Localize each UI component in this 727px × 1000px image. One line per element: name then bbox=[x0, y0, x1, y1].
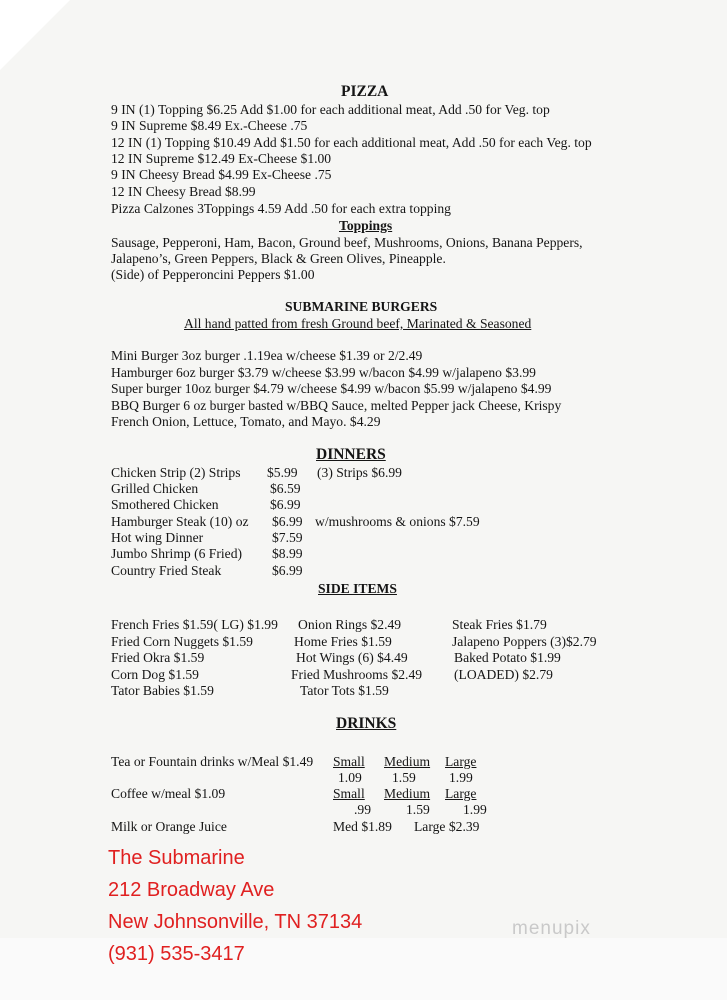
side-item: Tator Babies $1.59 bbox=[111, 683, 214, 698]
side-item: (LOADED) $2.79 bbox=[454, 667, 553, 682]
side-item: Onion Rings $2.49 bbox=[298, 617, 402, 632]
toppings-line: Sausage, Pepperoni, Ham, Bacon, Ground beef, Mushrooms, Onions, Banana Peppers, bbox=[111, 235, 583, 250]
pizza-heading: PIZZA bbox=[341, 83, 389, 100]
dinner-price: $7.59 bbox=[272, 530, 303, 545]
burger-line: Super burger 10oz burger $4.79 w/cheese $4.99 w/bacon $5.99 w/jalapeno $4.99 bbox=[111, 381, 552, 396]
side-item: French Fries $1.59( LG) $1.99 bbox=[111, 617, 278, 632]
pizza-line: 12 IN (1) Topping $10.49 Add $1.50 for each additional meat, Add .50 for each Veg. top bbox=[111, 135, 592, 150]
drink-price: 1.99 bbox=[463, 802, 487, 817]
side-item: Fried Corn Nuggets $1.59 bbox=[111, 634, 253, 649]
side-item: Fried Mushrooms $2.49 bbox=[291, 667, 423, 682]
pizza-line: 12 IN Supreme $12.49 Ex-Cheese $1.00 bbox=[111, 151, 332, 166]
drink-label: Milk or Orange Juice bbox=[111, 819, 227, 834]
dinner-name: Hot wing Dinner bbox=[111, 530, 204, 545]
restaurant-city: New Johnsonville, TN 37134 bbox=[108, 911, 363, 933]
drink-price: .99 bbox=[354, 802, 371, 817]
page-fold-corner bbox=[0, 0, 70, 70]
pizza-line: 9 IN (1) Topping $6.25 Add $1.00 for each additional meat, Add .50 for Veg. top bbox=[111, 102, 550, 117]
side-item: Jalapeno Poppers (3)$2.79 bbox=[452, 634, 597, 649]
burger-line: French Onion, Lettuce, Tomato, and Mayo. $4.29 bbox=[111, 414, 381, 429]
drink-label: Coffee w/meal $1.09 bbox=[111, 786, 226, 801]
sides-heading: SIDE ITEMS bbox=[318, 581, 397, 596]
dinners-heading: DINNERS bbox=[316, 446, 386, 463]
side-item: Steak Fries $1.79 bbox=[452, 617, 547, 632]
burgers-subtitle: All hand patted from fresh Ground beef, Marinated & Seasoned bbox=[184, 316, 532, 331]
restaurant-street: 212 Broadway Ave bbox=[108, 879, 275, 901]
dinner-price: $6.99 bbox=[270, 497, 301, 512]
restaurant-phone: (931) 535-3417 bbox=[108, 943, 245, 965]
drink-price: Large $2.39 bbox=[414, 819, 480, 834]
dinner-price: $8.99 bbox=[272, 546, 303, 561]
dinner-name: Grilled Chicken bbox=[111, 481, 199, 496]
side-item: Baked Potato $1.99 bbox=[454, 650, 561, 665]
size-label: Medium bbox=[384, 786, 431, 801]
drinks-heading: DRINKS bbox=[336, 715, 397, 732]
dinner-price: $5.99 bbox=[267, 465, 298, 480]
pizza-line: Pizza Calzones 3Toppings 4.59 Add .50 for each extra topping bbox=[111, 201, 451, 216]
dinner-price: $6.99 bbox=[272, 514, 303, 529]
toppings-heading: Toppings bbox=[339, 218, 393, 233]
size-label: Small bbox=[333, 786, 365, 801]
dinner-name: Jumbo Shrimp (6 Fried) bbox=[111, 546, 243, 561]
burger-line: Mini Burger 3oz burger .1.19ea w/cheese $1.39 or 2/2.49 bbox=[111, 348, 423, 363]
size-label: Small bbox=[333, 754, 365, 769]
dinner-price: $6.59 bbox=[270, 481, 301, 496]
toppings-line: Jalapeno’s, Green Peppers, Black & Green Olives, Pineapple. bbox=[111, 251, 446, 266]
side-item: Home Fries $1.59 bbox=[294, 634, 392, 649]
size-label: Large bbox=[445, 786, 477, 801]
pizza-line: 12 IN Cheesy Bread $8.99 bbox=[111, 184, 256, 199]
drink-price: 1.09 bbox=[338, 770, 362, 785]
side-item: Hot Wings (6) $4.49 bbox=[296, 650, 408, 665]
restaurant-name: The Submarine bbox=[108, 847, 245, 869]
drink-price: 1.59 bbox=[392, 770, 416, 785]
pizza-line: 9 IN Cheesy Bread $4.99 Ex-Cheese .75 bbox=[111, 167, 332, 182]
dinner-extra: (3) Strips $6.99 bbox=[317, 465, 402, 480]
dinner-name: Hamburger Steak (10) oz bbox=[111, 514, 249, 529]
dinner-name: Chicken Strip (2) Strips bbox=[111, 465, 241, 480]
side-item: Corn Dog $1.59 bbox=[111, 667, 199, 682]
drink-price: 1.99 bbox=[449, 770, 473, 785]
dinner-price: $6.99 bbox=[272, 563, 303, 578]
side-item: Fried Okra $1.59 bbox=[111, 650, 205, 665]
drink-price: 1.59 bbox=[406, 802, 430, 817]
drink-label: Tea or Fountain drinks w/Meal $1.49 bbox=[111, 754, 314, 769]
burger-line: Hamburger 6oz burger $3.79 w/cheese $3.99 w/bacon $4.99 w/jalapeno $3.99 bbox=[111, 365, 536, 380]
size-label: Large bbox=[445, 754, 477, 769]
drink-price: Med $1.89 bbox=[333, 819, 392, 834]
menupix-watermark: menupix bbox=[512, 918, 591, 939]
dinner-extra: w/mushrooms & onions $7.59 bbox=[315, 514, 480, 529]
toppings-line: (Side) of Pepperoncini Peppers $1.00 bbox=[111, 267, 315, 282]
side-item: Tator Tots $1.59 bbox=[300, 683, 389, 698]
pizza-line: 9 IN Supreme $8.49 Ex.-Cheese .75 bbox=[111, 118, 308, 133]
dinner-name: Country Fried Steak bbox=[111, 563, 222, 578]
dinner-name: Smothered Chicken bbox=[111, 497, 219, 512]
burgers-heading: SUBMARINE BURGERS bbox=[285, 299, 438, 314]
burger-line: BBQ Burger 6 oz burger basted w/BBQ Sauce, melted Pepper jack Cheese, Krispy bbox=[111, 398, 562, 413]
size-label: Medium bbox=[384, 754, 431, 769]
